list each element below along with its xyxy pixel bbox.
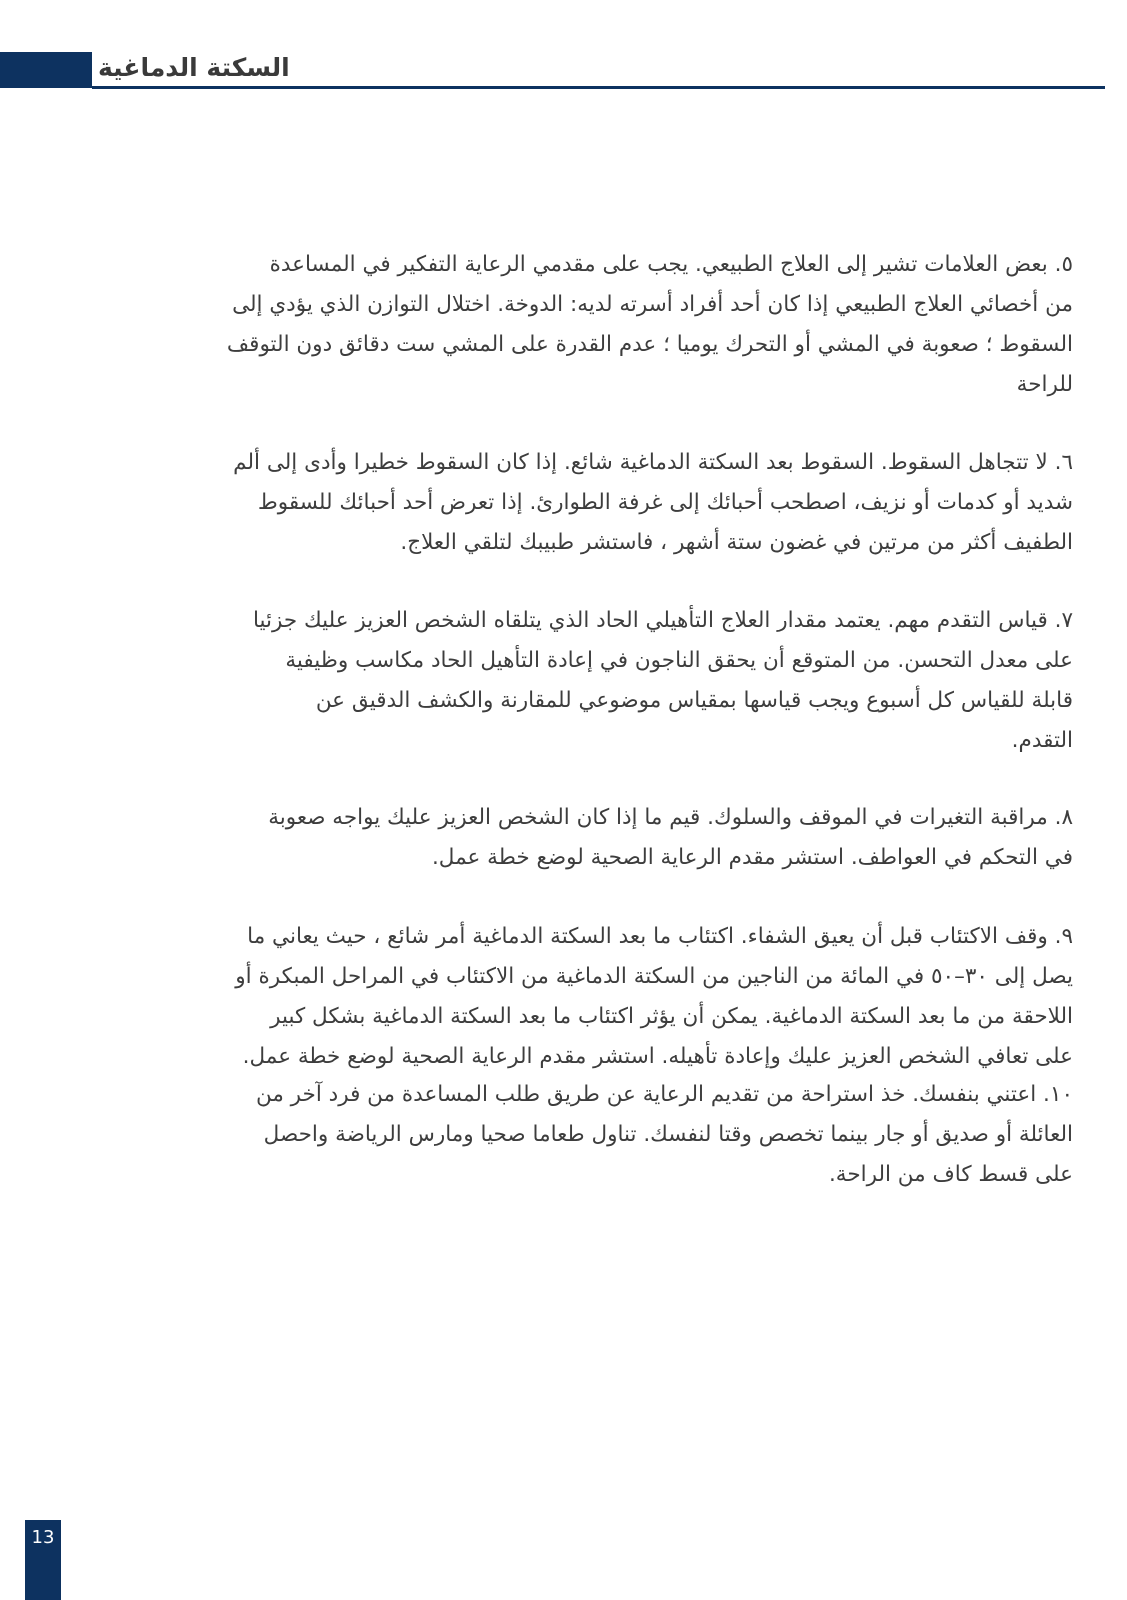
- text-line: شديد أو كدمات أو نزيف، اصطحب أحبائك إلى غرفة الطوارئ. إذا تعرض أحد أحبائك للسقوط: [257, 490, 1073, 515]
- list-item-7: [55, 601, 1073, 761]
- text-line: ٨. مراقبة التغيرات في الموقف والسلوك. قيم ما إذا كان الشخص العزيز عليك يواجه صعوبة: [268, 805, 1073, 830]
- text-line: على معدل التحسن. من المتوقع أن يحقق الناجون في إعادة التأهيل الحاد مكاسب وظيفية: [285, 648, 1073, 673]
- text-line: اللاحقة من ما بعد السكتة الدماغية. يمكن أن يؤثر اكتئاب ما بعد السكتة الدماغية بشكل كبير: [270, 1004, 1073, 1029]
- text-line: السقوط ؛ صعوبة في المشي أو التحرك يوميا ؛ عدم القدرة على المشي ست دقائق دون التوقف: [226, 332, 1073, 357]
- text-line: للراحة: [1016, 372, 1073, 397]
- text-line: ٥. بعض العلامات تشير إلى العلاج الطبيعي. يجب على مقدمي الرعاية التفكير في المساعدة: [269, 252, 1073, 277]
- list-item-10: [55, 1075, 1073, 1195]
- text-line: ١٠. اعتني بنفسك. خذ استراحة من تقديم الرعاية عن طريق طلب المساعدة من فرد آخر من: [255, 1082, 1073, 1107]
- text-line: من أخصائي العلاج الطبيعي إذا كان أحد أفراد أسرته لديه: الدوخة. اختلال التوازن الذي يؤدي إلى: [232, 292, 1073, 317]
- text-line: ٦. لا تتجاهل السقوط. السقوط بعد السكتة الدماغية شائع. إذا كان السقوط خطيرا وأدى إلى ألم: [233, 450, 1073, 475]
- list-item-8: [55, 798, 1073, 878]
- header-accent-block: [0, 52, 92, 88]
- text-line: يصل إلى ٣٠–٥٠ في المائة من الناجين من السكتة الدماغية من الاكتئاب في المراحل المبكرة أو: [235, 964, 1073, 989]
- text-line: في التحكم في العواطف. استشر مقدم الرعاية الصحية لوضع خطة عمل.: [431, 845, 1073, 870]
- list-item-9: [55, 917, 1073, 1077]
- header-rule: [92, 86, 1105, 89]
- text-line: التقدم.: [1011, 728, 1073, 753]
- text-line: العائلة أو صديق أو جار بينما تخصص وقتا لنفسك. تناول طعاما صحيا ومارس الرياضة واحصل: [263, 1122, 1073, 1147]
- text-line: على قسط كاف من الراحة.: [828, 1162, 1073, 1187]
- text-line: ٩. وقف الاكتئاب قبل أن يعيق الشفاء. اكتئاب ما بعد السكتة الدماغية أمر شائع ، حيث يعاني ما: [247, 924, 1073, 949]
- list-item-5: [55, 245, 1073, 405]
- list-item-6: [55, 443, 1073, 563]
- text-line: ٧. قياس التقدم مهم. يعتمد مقدار العلاج التأهيلي الحاد الذي يتلقاه الشخص العزيز عليك جزئيا: [252, 608, 1073, 633]
- text-line: على تعافي الشخص العزيز عليك وإعادة تأهيله. استشر مقدم الرعاية الصحية لوضع خطة عمل.: [242, 1044, 1073, 1069]
- page-number: 13: [25, 1520, 61, 1600]
- page-title: السكتة الدماغية: [98, 53, 290, 82]
- text-line: قابلة للقياس كل أسبوع ويجب قياسها بمقياس موضوعي للمقارنة والكشف الدقيق عن: [315, 688, 1073, 713]
- text-line: الطفيف أكثر من مرتين في غضون ستة أشهر ، فاستشر طبيبك لتلقي العلاج.: [400, 530, 1073, 555]
